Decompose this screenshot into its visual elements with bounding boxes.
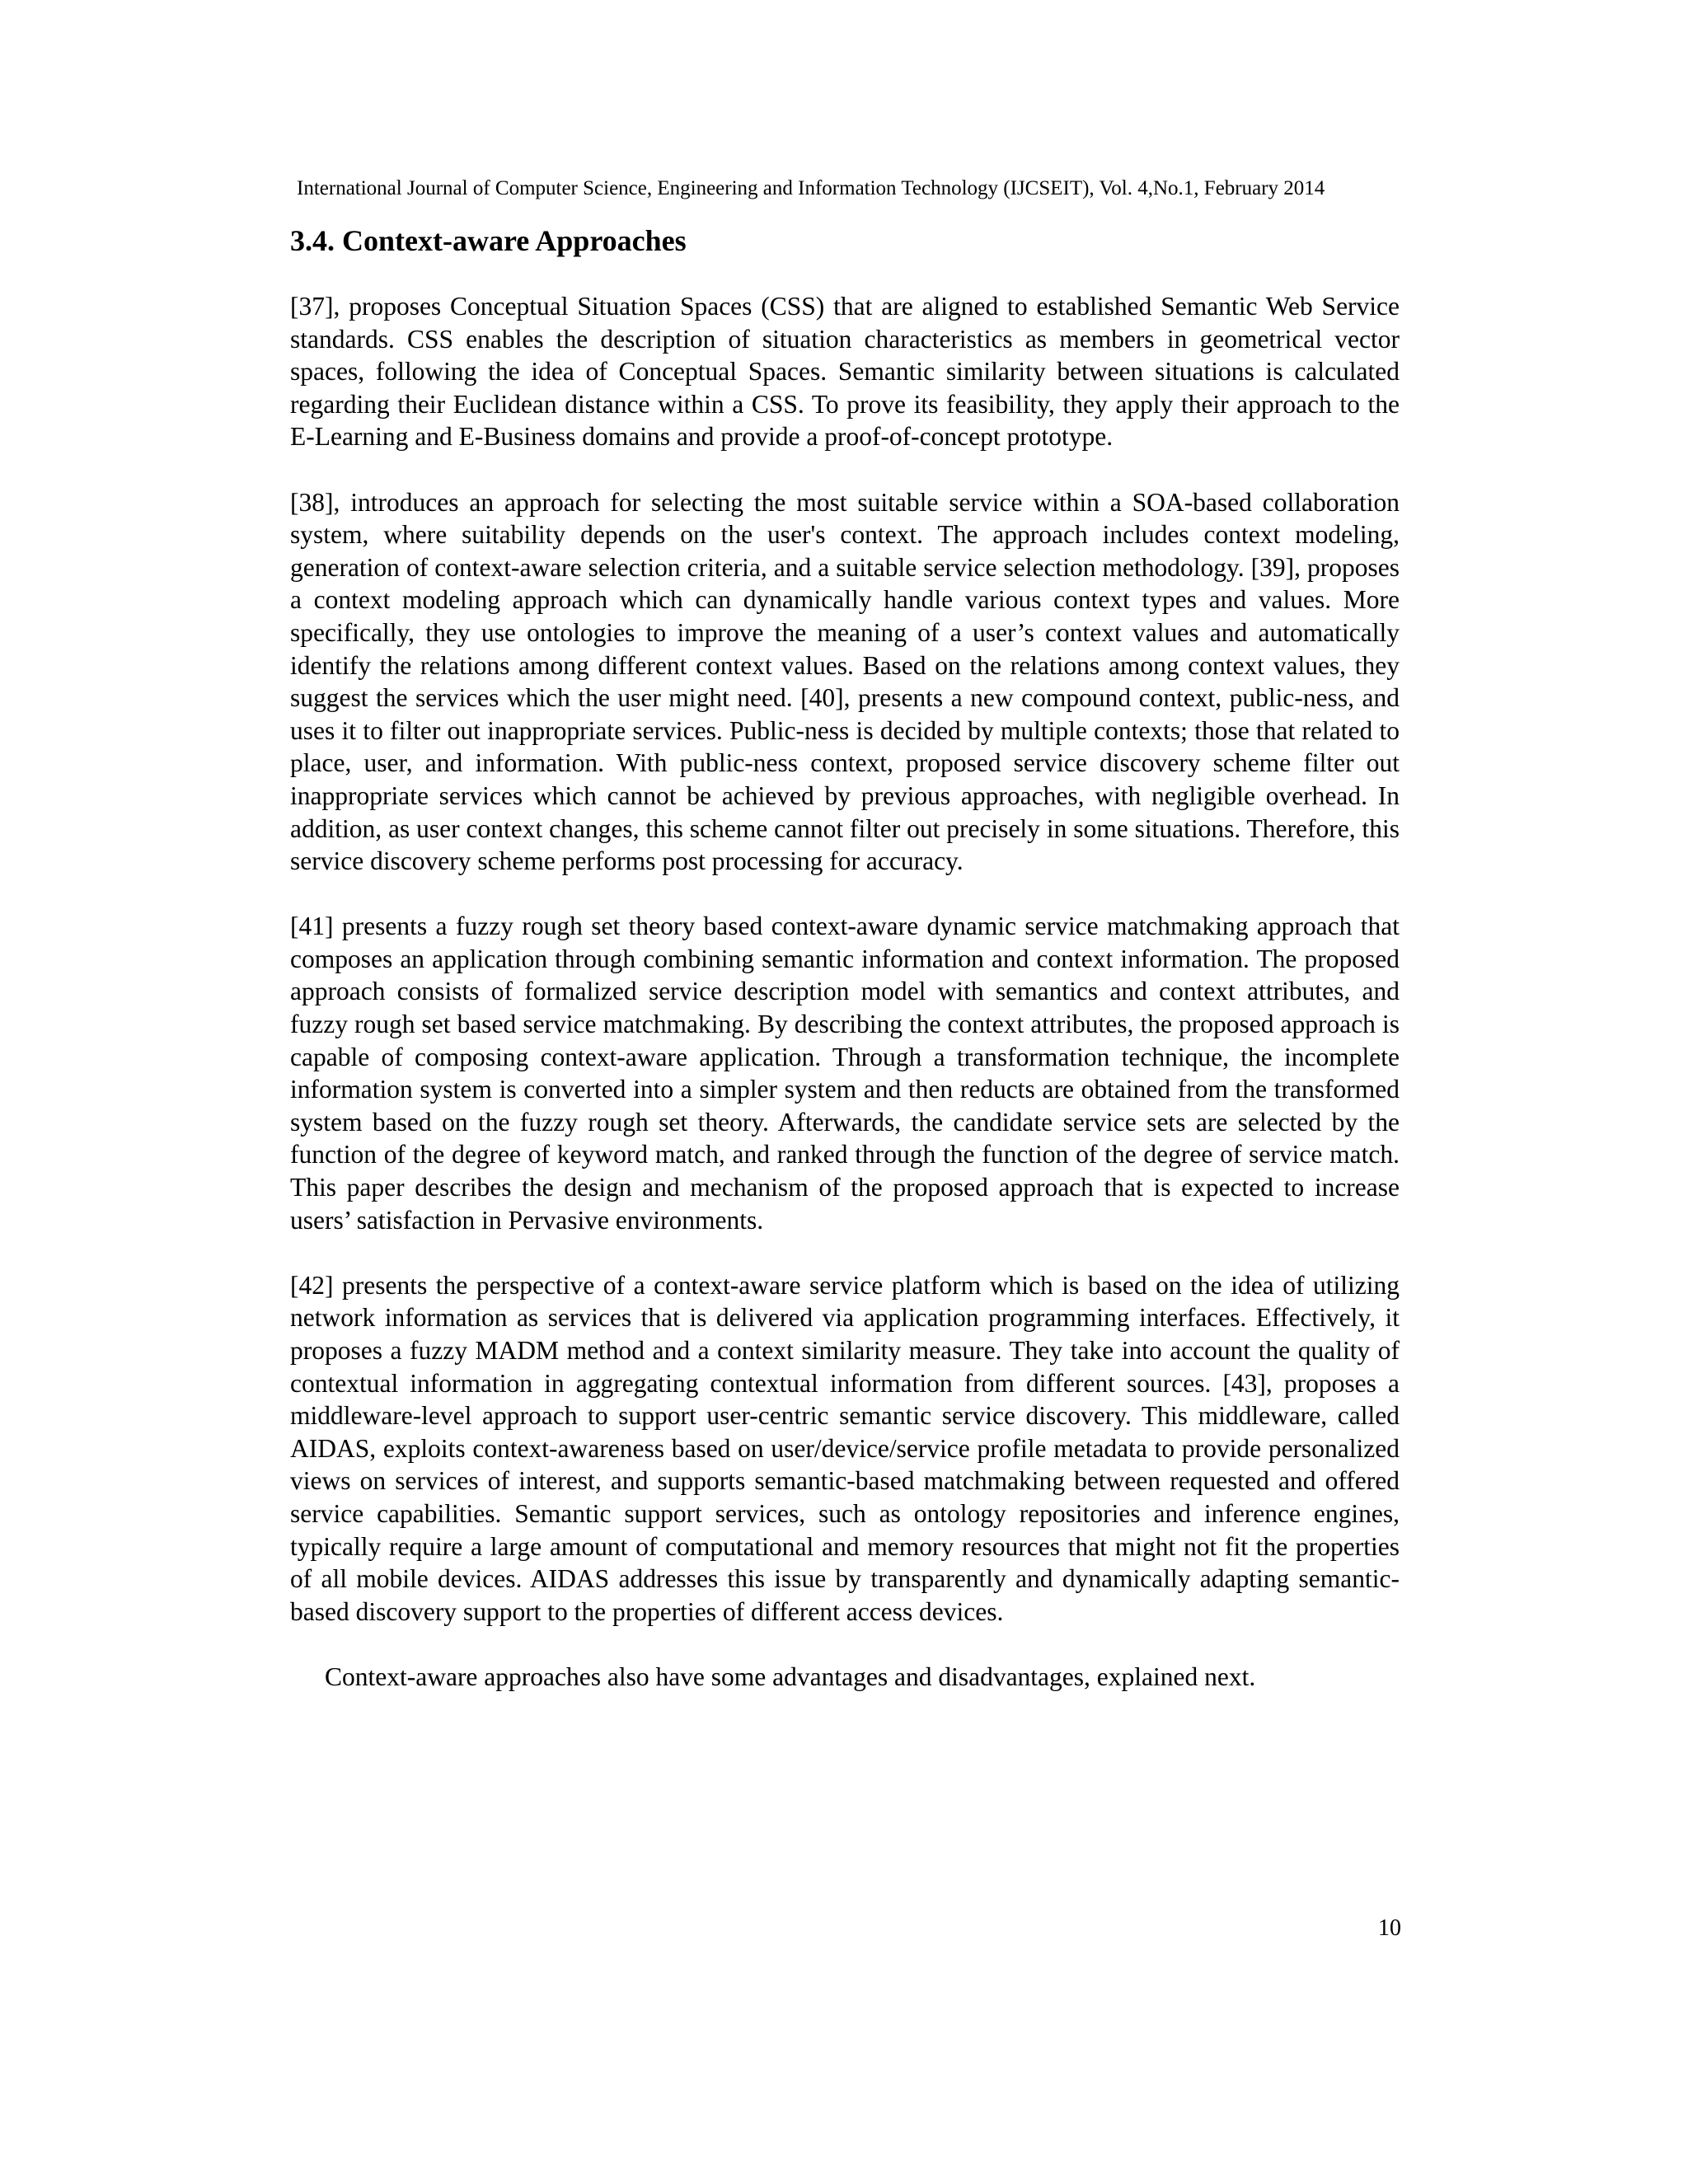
page-number: 10 <box>1378 1915 1401 1941</box>
running-header: International Journal of Computer Science, Engineering and Information Technology (IJCSEIT), Vol. 4,No.1, February 2014 <box>297 177 1325 199</box>
paragraph-service-platform: [42] presents the perspective of a context-aware service platform which is based on the idea of utilizing network information as services that is delivered via application programming interfaces. Effectively, it proposes a fuzzy MADM method and a context similarity measure. They take into account the quality of contextual information in aggregating contextual information from different sources. [43], proposes a middleware-level approach to support user-centric semantic service discovery. This middleware, called AIDAS, exploits context-awareness based on user/device/service profile metadata to provide personalized views on services of interest, and supports semantic-based matchmaking between requested and offered service capabilities. Semantic support services, such as ontology repositories and inference engines, typically require a large amount of computational and memory resources that might not fit the properties of all mobile devices. AIDAS addresses this issue by transparently and dynamically adapting semantic-based discovery support to the properties of different access devices. <box>290 1270 1400 1626</box>
paragraph-css-approach: [37], proposes Conceptual Situation Spaces (CSS) that are aligned to established Semantic Web Service standards. CSS enables the description of situation characteristics as members in geometrical vector spaces, following the idea of Conceptual Spaces. Semantic similarity between situations is calculated regarding their Euclidean distance within a CSS. To prove its feasibility, they apply their approach to the E-Learning and E-Business domains and provide a proof-of-concept prototype. <box>290 292 1400 452</box>
paragraph-fuzzy-rough-set: [41] presents a fuzzy rough set theory based context-aware dynamic service matchmaking approach that composes an application through combining semantic information and context information. The proposed approach consists of formalized service description model with semantics and context attributes, and fuzzy rough set based service matchmaking. By describing the context attributes, the proposed approach is capable of composing context-aware application. Through a transformation technique, the incomplete information system is converted into a simpler system and then reducts are obtained from the transformed system based on the fuzzy rough set theory. Afterwards, the candidate service sets are selected by the function of the degree of keyword match, and ranked through the function of the degree of service match. This paper describes the design and mechanism of the proposed approach that is expected to increase users’ satisfaction in Pervasive environments. <box>290 912 1400 1235</box>
paragraph-soa-selection: [38], introduces an approach for selecting the most suitable service within a SOA-based collaboration system, where suitability depends on the user's context. The approach includes context modeling, generation of context-aware selection criteria, and a suitable service selection methodology. [39], proposes a context modeling approach which can dynamically handle various context types and values. More specifically, they use ontologies to improve the meaning of a user’s context values and automatically identify the relations among different context values. Based on the relations among context values, they suggest the services which the user might need. [40], presents a new compound context, public-ness, and uses it to filter out inappropriate services. Public-ness is decided by multiple contexts; those that related to place, user, and information. With public-ness context, proposed service discovery scheme filter out inappropriate services which cannot be achieved by previous approaches, with negligible overhead. In addition, as user context changes, this scheme cannot filter out precisely in some situations. Therefore, this service discovery scheme performs post processing for accuracy. <box>290 487 1400 876</box>
body-text <box>290 290 1400 1694</box>
closing-line: Context-aware approaches also have some advantages and disadvantages, explained next. <box>325 1661 1256 1691</box>
section-heading: 3.4. Context-aware Approaches <box>290 224 687 257</box>
